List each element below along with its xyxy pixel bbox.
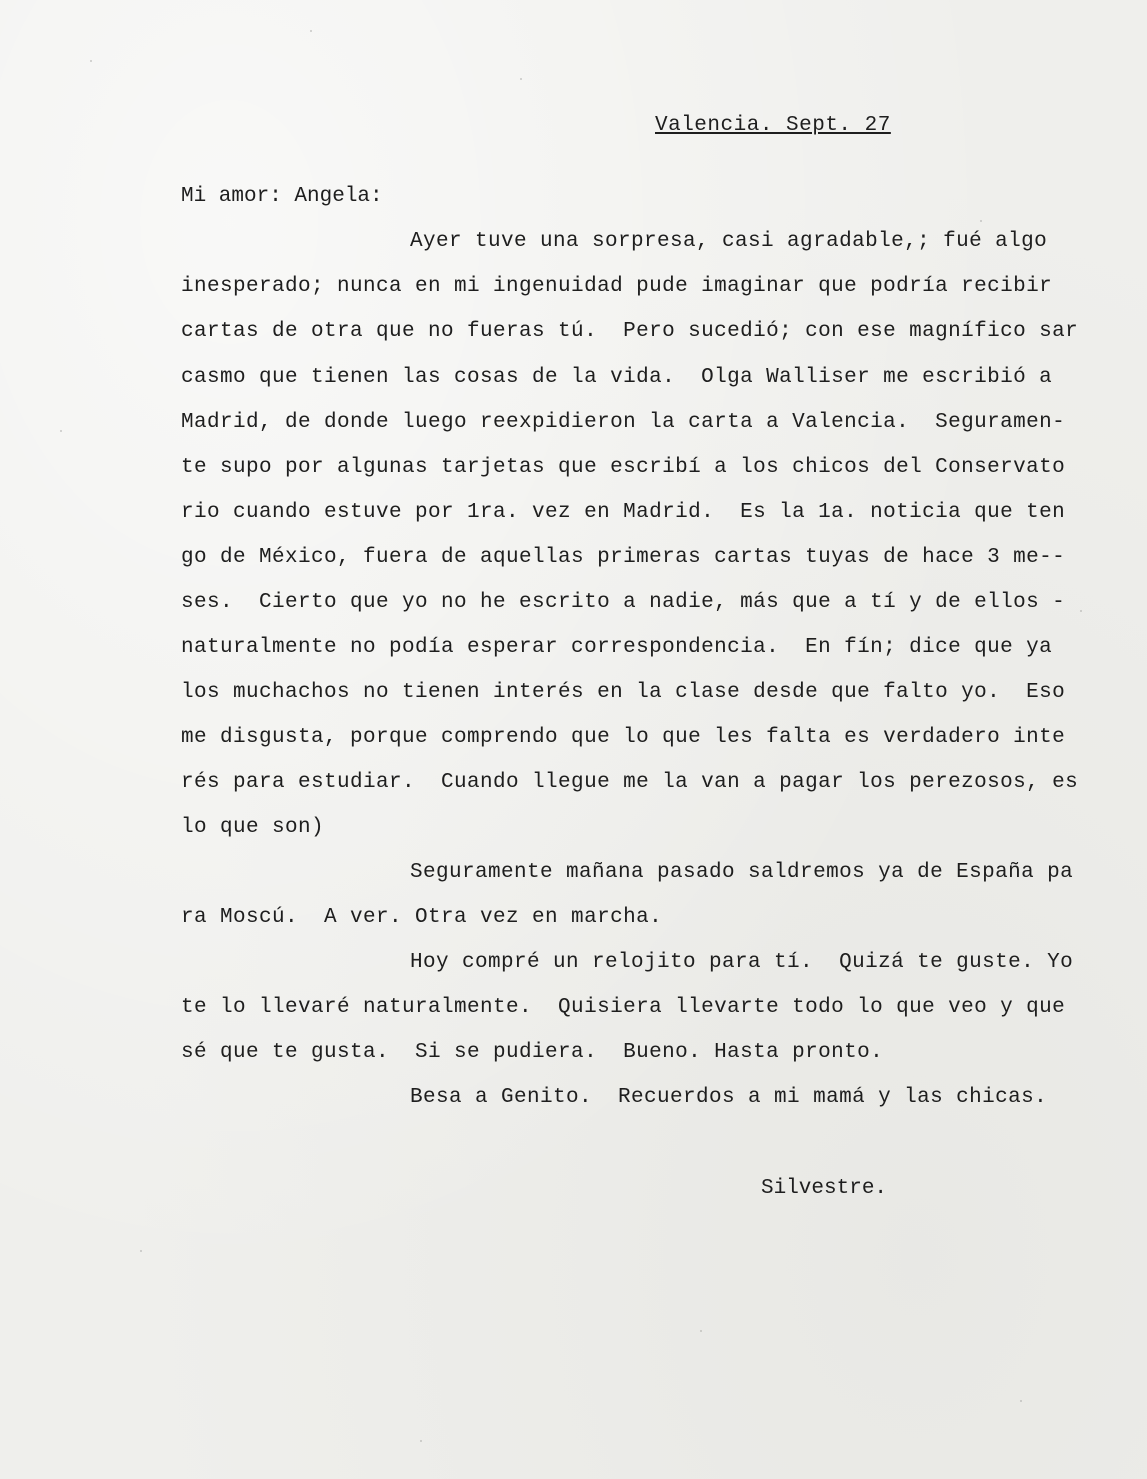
body-line: go de México, fuera de aquellas primeras cartas tuyas de hace 3 me-- bbox=[181, 546, 1066, 569]
body-line: te supo por algunas tarjetas que escribí a los chicos del Conservato bbox=[181, 456, 1066, 479]
paper-speck bbox=[420, 1440, 422, 1442]
body-line: rio cuando estuve por 1ra. vez en Madrid. Es la 1a. noticia que ten bbox=[181, 501, 1066, 524]
body-line: Besa a Genito. Recuerdos a mi mamá y las chicas. bbox=[410, 1086, 1048, 1109]
body-line: inesperado; nunca en mi ingenuidad pude imaginar que podría recibir bbox=[181, 275, 1053, 298]
body-line: Seguramente mañana pasado saldremos ya de España pa bbox=[410, 861, 1074, 884]
body-line: lo que son) bbox=[181, 816, 325, 839]
paper-speck bbox=[90, 60, 92, 62]
body-line: cartas de otra que no fueras tú. Pero sucedió; con ese magnífico sar bbox=[181, 320, 1079, 343]
body-line: ses. Cierto que yo no he escrito a nadie, más que a tí y de ellos - bbox=[181, 591, 1066, 614]
paper-speck bbox=[700, 1330, 702, 1332]
body-line: casmo que tienen las cosas de la vida. Olga Walliser me escribió a bbox=[181, 366, 1053, 389]
body-line: sé que te gusta. Si se pudiera. Bueno. Hasta pronto. bbox=[181, 1041, 884, 1064]
paper-speck bbox=[520, 78, 522, 80]
paper-speck bbox=[1080, 610, 1082, 612]
body-line: ra Moscú. A ver. Otra vez en marcha. bbox=[181, 906, 663, 929]
body-line: Madrid, de donde luego reexpidieron la carta a Valencia. Seguramen- bbox=[181, 411, 1066, 434]
body-line: naturalmente no podía esperar correspondencia. En fín; dice que ya bbox=[181, 636, 1053, 659]
letter-signature: Silvestre. bbox=[761, 1177, 888, 1200]
body-line: los muchachos no tienen interés en la clase desde que falto yo. Eso bbox=[181, 681, 1066, 704]
paper-speck bbox=[1020, 1400, 1022, 1402]
paper-speck bbox=[140, 1250, 142, 1252]
body-line: Hoy compré un relojito para tí. Quizá te guste. Yo bbox=[410, 951, 1074, 974]
paper-speck bbox=[60, 430, 62, 432]
body-line: Ayer tuve una sorpresa, casi agradable,; fué algo bbox=[410, 230, 1048, 253]
paper-speck bbox=[980, 220, 982, 222]
body-line: rés para estudiar. Cuando llegue me la van a pagar los perezosos, es bbox=[181, 771, 1079, 794]
paper-speck bbox=[310, 30, 312, 32]
body-line: te lo llevaré naturalmente. Quisiera llevarte todo lo que veo y que bbox=[181, 996, 1066, 1019]
letter-salutation: Mi amor: Angela: bbox=[181, 185, 383, 208]
body-line: me disgusta, porque comprendo que lo que les falta es verdadero inte bbox=[181, 726, 1066, 749]
letter-date: Valencia. Sept. 27 bbox=[655, 114, 891, 137]
